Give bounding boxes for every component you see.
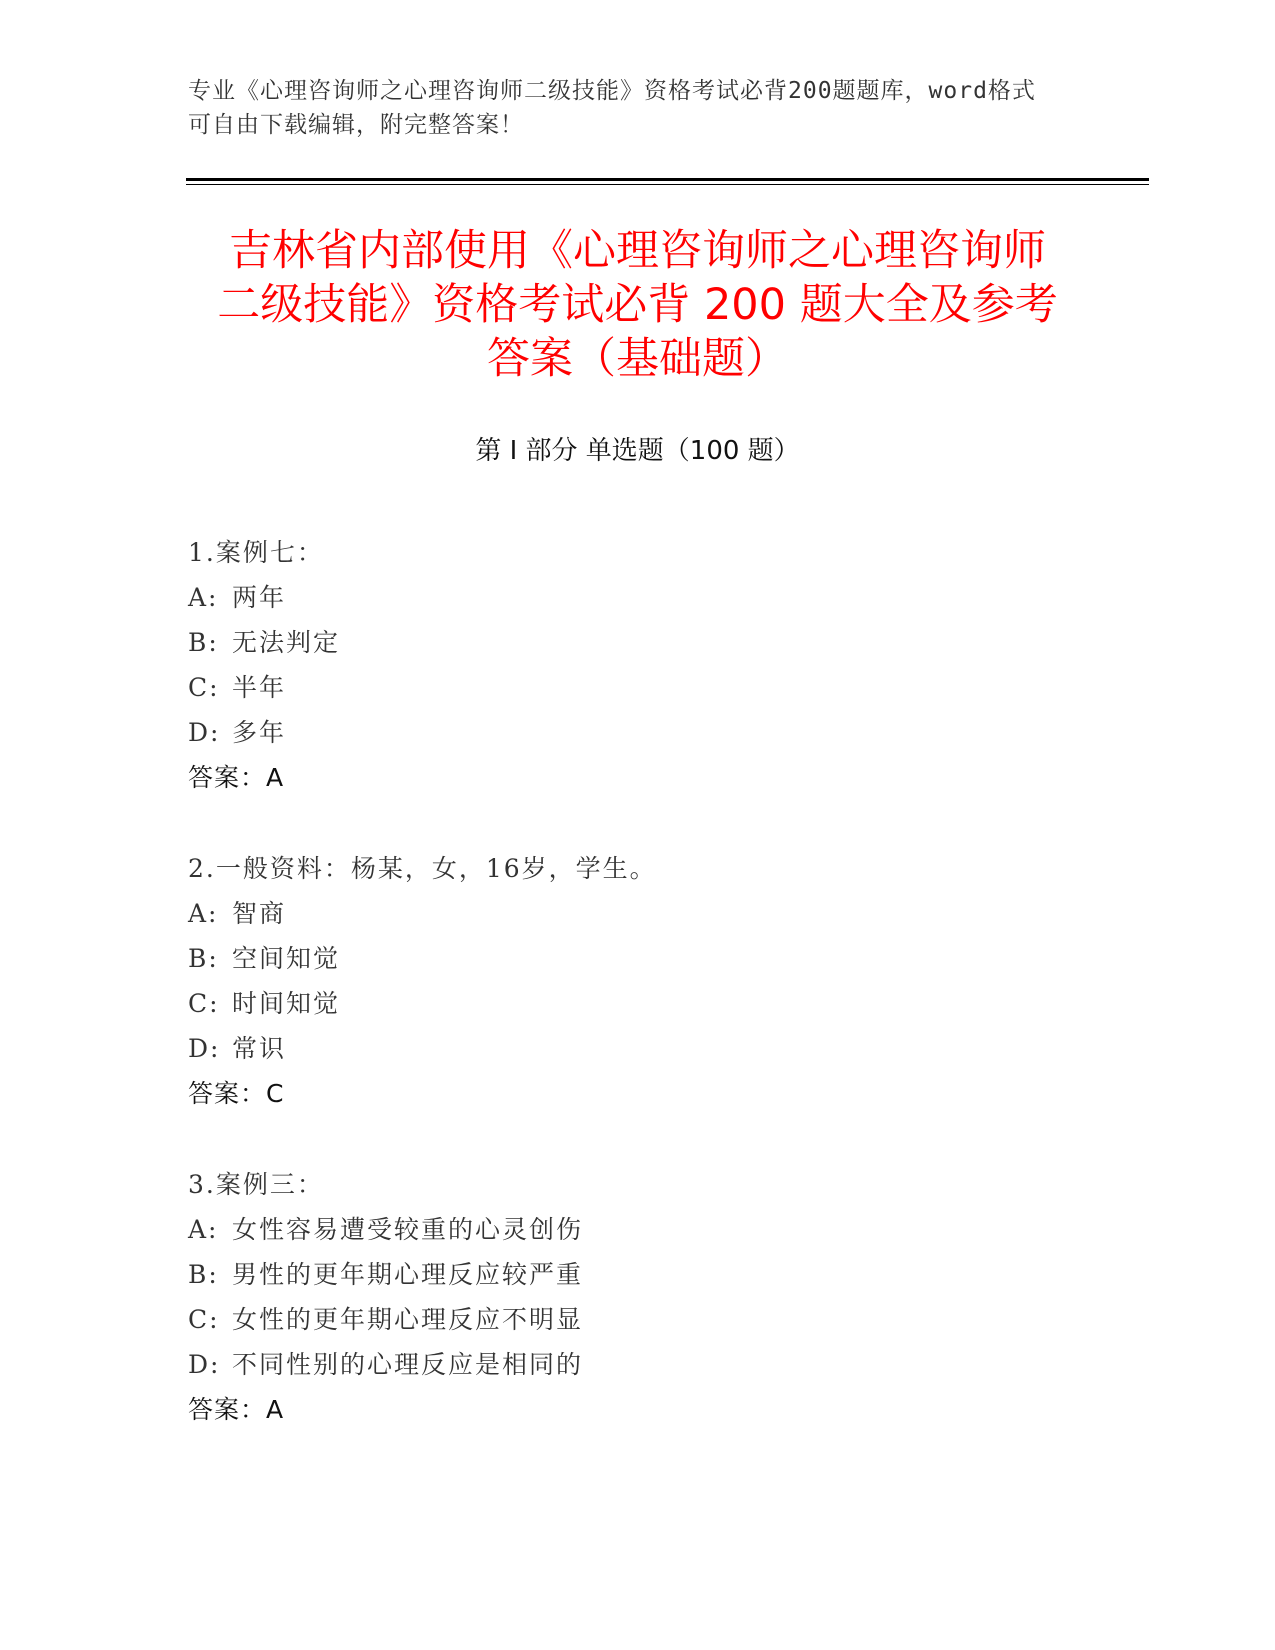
question-stem: 3.案例三： [188, 1170, 324, 1199]
option-text: 常识 [232, 1034, 287, 1063]
section-heading: 第 I 部分 单选题（100 题） [475, 436, 800, 466]
option-key: D: [188, 718, 221, 747]
option-text: 智商 [232, 899, 287, 928]
option-c [188, 665, 1088, 710]
option-a [188, 575, 1088, 620]
header-note-line-1: 专业《心理咨询师之心理咨询师二级技能》资格考试必背200题题库，word格式 [188, 78, 1036, 104]
option-d [188, 1026, 1088, 1071]
option-key: C: [188, 673, 220, 702]
option-key: B: [188, 1260, 219, 1289]
option-text: 两年 [232, 583, 287, 612]
question-item [188, 846, 1088, 1116]
document-title-line-1: 吉林省内部使用《心理咨询师之心理咨询师 [229, 226, 1046, 276]
option-key: B: [188, 628, 219, 657]
option-text: 女性的更年期心理反应不明显 [232, 1305, 584, 1334]
option-text: 空间知觉 [232, 944, 341, 973]
option-a [188, 891, 1088, 936]
option-d [188, 710, 1088, 755]
option-b [188, 936, 1088, 981]
option-key: A: [188, 899, 219, 928]
option-text: 无法判定 [232, 628, 341, 657]
option-a [188, 1207, 1088, 1252]
option-b [188, 620, 1088, 665]
option-key: D: [188, 1034, 221, 1063]
option-key: A: [188, 1215, 219, 1244]
header-note-line-2: 可自由下载编辑，附完整答案！ [188, 112, 524, 138]
option-key: C: [188, 1305, 220, 1334]
option-key: C: [188, 989, 220, 1018]
option-b [188, 1252, 1088, 1297]
option-text: 多年 [232, 718, 287, 747]
answer-line: 答案：A [188, 1395, 285, 1424]
question-item [188, 1162, 1088, 1432]
document-title-line-2: 二级技能》资格考试必背 200 题大全及参考 [217, 280, 1058, 330]
question-list [188, 530, 1088, 1478]
option-key: B: [188, 944, 219, 973]
option-c [188, 981, 1088, 1026]
question-stem: 2.一般资料：杨某，女，16岁，学生。 [188, 854, 657, 883]
question-stem: 1.案例七： [188, 538, 324, 567]
header-divider-thin [186, 184, 1149, 185]
answer-line: 答案：A [188, 763, 285, 792]
option-key: A: [188, 583, 219, 612]
header-divider-thick [186, 178, 1149, 181]
option-text: 男性的更年期心理反应较严重 [232, 1260, 584, 1289]
option-key: D: [188, 1350, 221, 1379]
option-text: 女性容易遭受较重的心灵创伤 [232, 1215, 584, 1244]
question-item [188, 530, 1088, 800]
option-text: 不同性别的心理反应是相同的 [232, 1350, 584, 1379]
document-title [170, 224, 1105, 386]
option-text: 时间知觉 [232, 989, 341, 1018]
option-d [188, 1342, 1088, 1387]
document-title-line-3: 答案（基础题） [487, 334, 788, 384]
option-text: 半年 [232, 673, 287, 702]
header-note [188, 74, 1088, 142]
answer-line: 答案：C [188, 1079, 285, 1108]
option-c [188, 1297, 1088, 1342]
